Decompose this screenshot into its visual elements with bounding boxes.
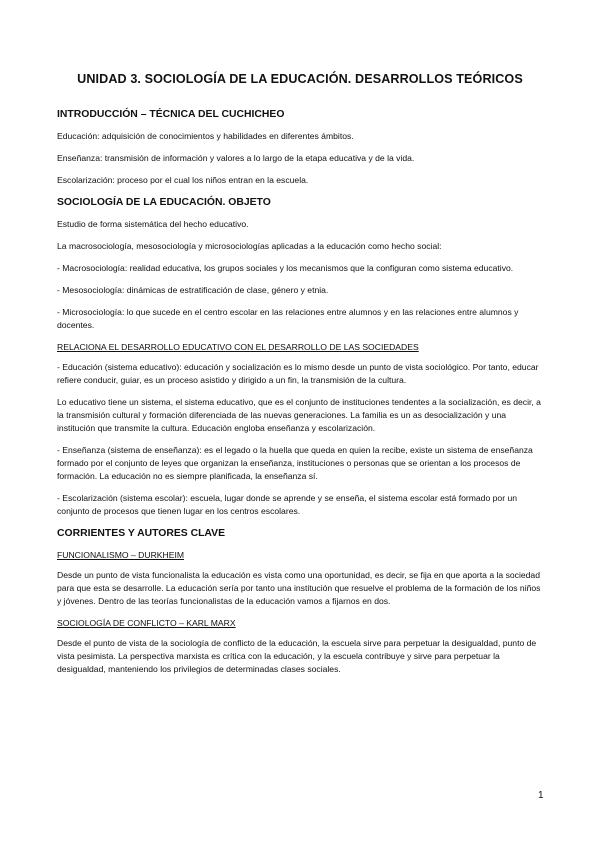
paragraph: Escolarización: proceso por el cual los niños entran en la escuela. [57,175,309,185]
paragraph: - Enseñanza (sistema de enseñanza): es el legado o la huella que queda en quien la recibe, existe un sistema de enseñanza formado por el conjunto de leyes que organizan la enseñanza, instituciones o personas que se orientan a los procesos de formación. La educación no es siempre planificada, la enseñanza sí. [57,445,533,481]
page-number: 1 [538,790,544,801]
paragraph: - Educación (sistema educativo): educación y socialización es lo mismo desde un punto de vista sociológico. Por tanto, educar refiere conducir, guiar, es un proceso asistido y dirigido a un fin, la transmisión de la cultura. [57,362,539,385]
paragraph: Lo educativo tiene un sistema, el sistema educativo, que es el conjunto de instituciones tendentes a la socialización, es decir, a la transmisión cultural y formación diferenciada de las nuevas generaciones. La familia es un as desocialización y una institución que transmite la cultura. Educación engloba enseñanza y escolarización. [57,397,541,433]
section-heading-corrientes: CORRIENTES Y AUTORES CLAVE [57,528,226,539]
subsection-heading-funcionalismo: FUNCIONALISMO – DURKHEIM [57,550,185,560]
paragraph: Enseñanza: transmisión de información y valores a lo largo de la etapa educativa y de la vida. [57,153,415,163]
section-heading-intro: INTRODUCCIÓN – TÉCNICA DEL CUCHICHEO [57,109,285,120]
paragraph: Estudio de forma sistemática del hecho educativo. [57,219,249,229]
document-title: UNIDAD 3. SOCIOLOGÍA DE LA EDUCACIÓN. DESARROLLOS TEÓRICOS [77,72,523,86]
paragraph: Desde el punto de vista de la sociología de conflicto de la educación, la escuela sirve para perpetuar la desigualdad, punto de vista pesimista. La perspectiva marxista es crítica con la educación, y la escuela contribuye y sirve para perpetuar la desigualdad, manteniendo los privilegios de determinadas clases sociales. [57,638,537,674]
paragraph: - Mesosociología: dinámicas de estratificación de clase, género y etnia. [57,285,329,295]
subsection-heading-relaciona: RELACIONA EL DESARROLLO EDUCATIVO CON EL DESARROLLO DE LAS SOCIEDADES [57,342,419,352]
paragraph: - Macrosociología: realidad educativa, los grupos sociales y los mecanismos que la configuran como sistema educativo. [57,263,514,273]
subsection-heading-conflicto: SOCIOLOGÍA DE CONFLICTO – KARL MARX [57,618,236,628]
paragraph: Desde un punto de vista funcionalista la educación es vista como una oportunidad, es decir, se fija en que aporta a la sociedad para que esta se desarrolle. La educación sería por tanto una institución que resuelve el problema de la formación de los niños y jóvenes. Dentro de las teorías funcionalistas de la educación vamos a fijarnos en dos. [57,570,541,606]
section-heading-objeto: SOCIOLOGÍA DE LA EDUCACIÓN. OBJETO [57,197,271,208]
document-body [57,100,542,685]
paragraph: La macrosociología, mesosociología y microsociologías aplicadas a la educación como hecho social: [57,241,442,251]
paragraph: - Escolarización (sistema escolar): escuela, lugar donde se aprende y se enseña, el sistema escolar está formado por un conjunto de procesos que tienen lugar en los centros escolares. [57,493,518,516]
paragraph: Educación: adquisición de conocimientos y habilidades en diferentes ámbitos. [57,131,354,141]
paragraph: - Microsociología: lo que sucede en el centro escolar en las relaciones entre alumnos y en las relaciones entre alumnos y docentes. [57,307,519,330]
